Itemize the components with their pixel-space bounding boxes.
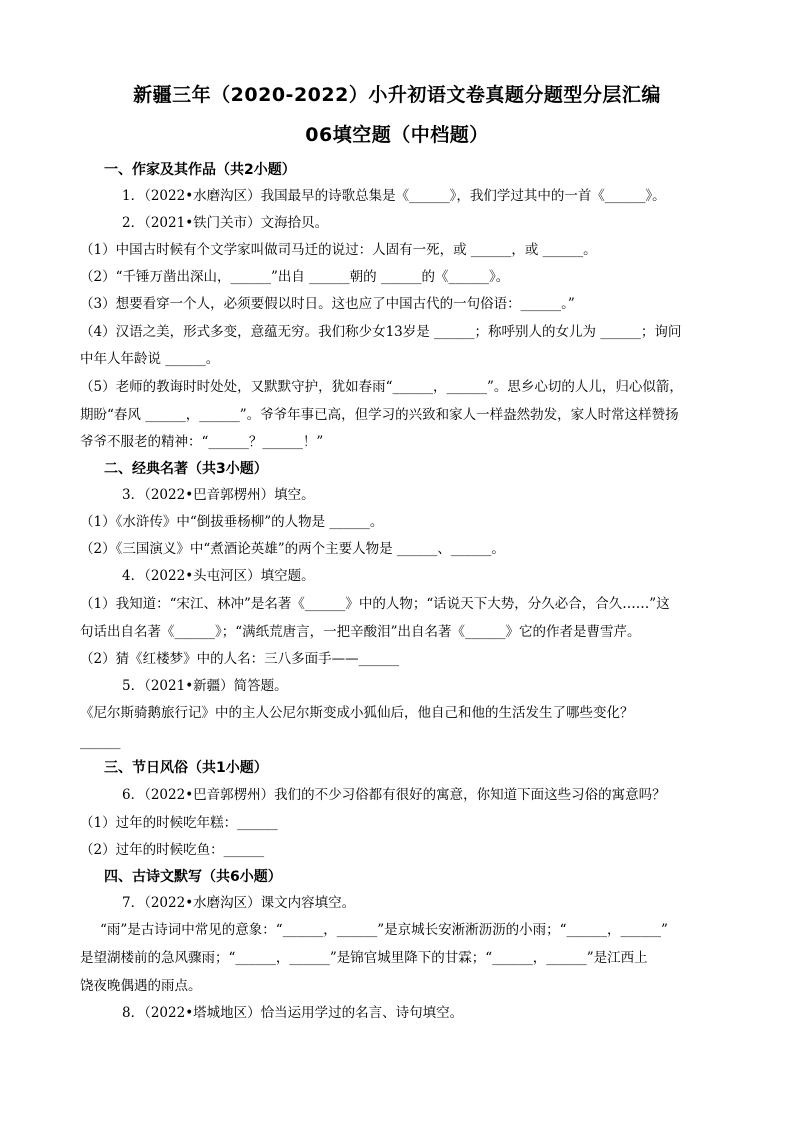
question-line: （1）我知道：“宋江、林冲”是名著《______》中的人物；“话说天下大势，分久必合，合久……”这 — [80, 596, 670, 612]
question-line: 8．（2022•塔城地区）恰当运用学过的名言、诗句填空。 — [122, 1005, 464, 1021]
question-line: （2）猜《红楼梦》中的人名：三八多面手——______ — [80, 651, 400, 667]
question-line: 2．（2021•铁门关市）文海拾贝。 — [122, 215, 329, 231]
question-line: 是望湖楼前的急风骤雨；“______，______”是锦官城里降下的甘霖；“______，______”是江西上 — [80, 950, 648, 966]
question-line: （2）“千锤万凿出深山，______”出自 ______朝的 ______的《______》。 — [80, 269, 510, 285]
question-line: 期盼“春风 ______，______”。爷爷年事已高，但学习的兴致和家人一样盎然勃发，家人时常这样赞扬 — [80, 407, 679, 423]
question-line: （3）想要看穿一个人，必须要假以时日。这也应了中国古代的一句俗语：______。” — [80, 296, 575, 312]
question-line: （1）过年的时候吃年糕：______ — [80, 815, 278, 831]
question-line: 《尼尔斯骑鹅旅行记》中的主人公尼尔斯变成小狐仙后，他自己和他的生活发生了哪些变化？ — [80, 705, 634, 721]
question-line: 5．（2021•新疆）简答题。 — [122, 678, 288, 694]
question-line: 饶夜晚偶遇的雨点。 — [80, 978, 202, 994]
document-title: 新疆三年（2020-2022）小升初语文卷真题分题型分层汇编 — [133, 84, 661, 106]
question-line: （5）老师的教诲时时处处，又默默守护，犹如春雨“______，______”。思乡心切的人儿，归心似箭， — [80, 379, 683, 395]
section-heading: 三、节日风俗（共1小题） — [104, 760, 268, 776]
question-line: 6．（2022•巴音郭楞州）我们的不少习俗都有很好的寓意，你知道下面这些习俗的寓意吗？ — [122, 787, 666, 803]
question-line: （4）汉语之美，形式多变，意蕴无穷。我们称少女13岁是 ______；称呼别人的女儿为 ______；询问 — [80, 324, 682, 340]
document-subtitle: 06填空题（中档题） — [305, 124, 489, 146]
question-line: （1）《水浒传》中“倒拔垂杨柳”的人物是 ______。 — [80, 514, 384, 530]
question-line: （2）过年的时候吃鱼：______ — [80, 842, 265, 858]
question-line: 句话出自名著《______》；“满纸荒唐言，一把辛酸泪”出自名著《______》它的作者是曹雪芹。 — [80, 624, 641, 640]
question-line: （2）《三国演义》中“煮酒论英雄”的两个主要人物是 ______、______。 — [80, 541, 505, 557]
question-line: 7．（2022•水磨沟区）课文内容填空。 — [122, 895, 356, 911]
question-line: 1．（2022•水磨沟区）我国最早的诗歌总集是《______》，我们学过其中的一首《______》。 — [122, 188, 666, 204]
answer-blank: ______ — [80, 734, 121, 750]
section-heading: 一、作家及其作品（共2小题） — [104, 162, 296, 178]
question-line: “雨”是古诗词中常见的意象：“______，______”是京城长安淅淅沥沥的小雨；“______，______” — [100, 922, 668, 938]
question-line: （1）中国古时候有个文学家叫做司马迁的说过：人固有一死，或 ______，或 ______。 — [80, 242, 597, 258]
question-line: 爷爷不服老的精神：“______？______！” — [80, 434, 324, 450]
section-heading: 四、古诗文默写（共6小题） — [104, 869, 282, 885]
question-line: 4．（2022•头屯河区）填空题。 — [122, 568, 315, 584]
question-line: 3．（2022•巴音郭楞州）填空。 — [122, 487, 315, 503]
question-line: 中年人年龄说 ______。 — [80, 351, 220, 367]
section-heading: 二、经典名著（共3小题） — [104, 461, 268, 477]
